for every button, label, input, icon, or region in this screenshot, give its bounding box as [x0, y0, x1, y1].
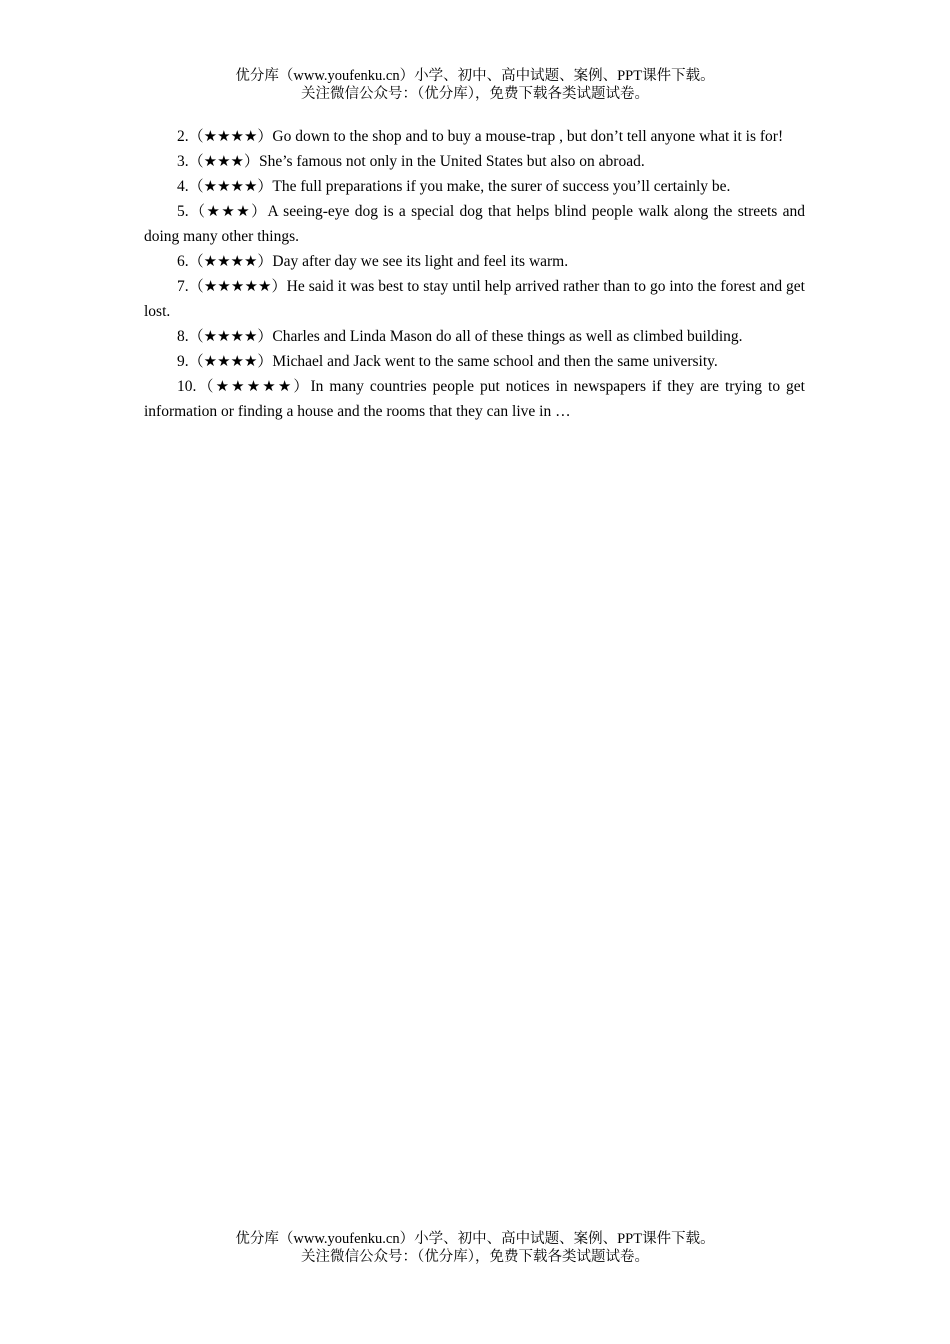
exercise-item: [144, 149, 805, 174]
footer-line-wechat: 关注微信公众号：（优分库），免费下载各类试题试卷。: [301, 1249, 649, 1265]
difficulty-stars: （★★★★）: [188, 252, 273, 270]
header-line-wechat: 关注微信公众号：（优分库），免费下载各类试题试卷。: [301, 86, 649, 102]
item-number: 9.: [177, 353, 189, 370]
difficulty-stars: （★★★★）: [188, 327, 273, 345]
exercise-item: [144, 249, 805, 274]
item-text: Charles and Linda Mason do all of these things as well as climbed building.: [272, 328, 743, 345]
item-text: A seeing-eye dog is a special dog that helps blind people walk along the streets and doing many other things.: [144, 203, 806, 245]
difficulty-stars: （★★★★★）: [188, 277, 287, 295]
difficulty-stars: （★★★★）: [188, 127, 273, 145]
exercise-item: [144, 274, 805, 324]
item-text: Go down to the shop and to buy a mouse-trap , but don’t tell anyone what it is for!: [272, 128, 784, 145]
exercise-item: [144, 349, 805, 374]
exercise-list: [144, 124, 805, 424]
exercise-item: [144, 174, 805, 199]
item-text: He said it was best to stay until help arrived rather than to go into the forest and get lost.: [144, 278, 805, 320]
difficulty-stars: （★★★★）: [188, 352, 273, 370]
header-line-site: 优分库（www.youfenku.cn）小学、初中、高中试题、案例、PPT课件下载。: [235, 68, 715, 84]
item-text: Day after day we see its light and feel its warm.: [272, 253, 569, 270]
item-number: 3.: [177, 153, 189, 170]
exercise-item: [144, 124, 805, 149]
difficulty-stars: （★★★）: [188, 152, 259, 170]
item-number: 8.: [177, 328, 189, 345]
item-text: In many countries people put notices in newspapers if they are trying to get information or finding a house and the rooms that they can live in …: [144, 378, 805, 420]
item-number: 7.: [177, 278, 189, 295]
item-number: 4.: [177, 178, 189, 195]
footer-line-site: 优分库（www.youfenku.cn）小学、初中、高中试题、案例、PPT课件下载。: [235, 1231, 715, 1247]
exercise-item: [144, 199, 805, 249]
item-text: Michael and Jack went to the same school and then the same university.: [272, 353, 718, 370]
item-text: She’s famous not only in the United States but also on abroad.: [258, 153, 645, 170]
item-text: The full preparations if you make, the surer of success you’ll certainly be.: [272, 178, 731, 195]
page-footer: [0, 1230, 950, 1266]
difficulty-stars: （★★★★★）: [196, 377, 311, 395]
item-number: 6.: [177, 253, 189, 270]
page-header: [0, 67, 950, 103]
item-number: 5.: [177, 203, 189, 220]
difficulty-stars: （★★★）: [188, 202, 268, 220]
exercise-item: [144, 374, 805, 424]
item-number: 10.: [177, 378, 197, 395]
exercise-item: [144, 324, 805, 349]
item-number: 2.: [177, 128, 189, 145]
difficulty-stars: （★★★★）: [188, 177, 273, 195]
